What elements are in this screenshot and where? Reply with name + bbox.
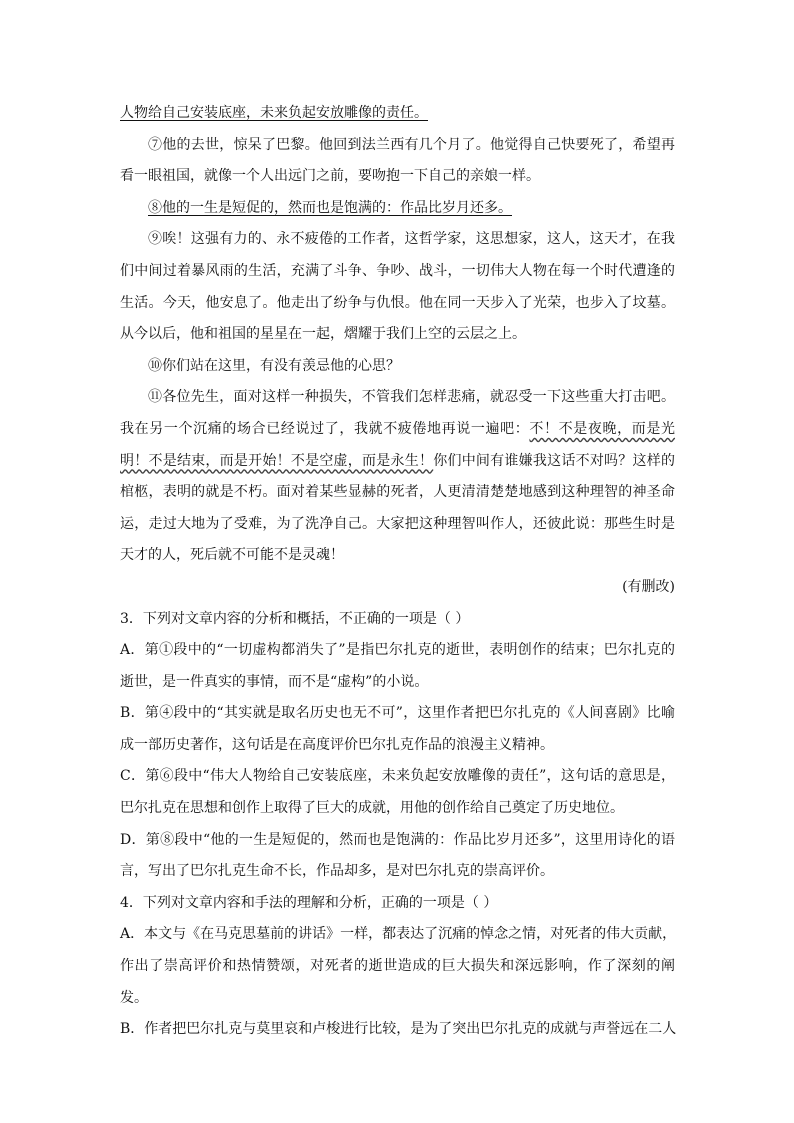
option-a: A．第①段中的“一切虚构都消失了”是指巴尔扎克的逝世，表明创作的结束；巴尔扎克的 (120, 642, 675, 659)
text-line: 运，走过大地为了受难，为了洗净自己。大家把这种理智叫作人，还彼此说：那些生时是 (120, 515, 675, 532)
text-line: 天才的人，死后就不可能不是灵魂！ (120, 547, 344, 564)
wavy-underlined-text: 明！不是结束，而是开始！不是空虚，而是永生！ (120, 452, 434, 469)
source-note: (有删改) (622, 578, 675, 595)
option-a-cont: 作出了崇高评价和热情赞颂，对死者的逝世造成的巨大损失和深远影响，作了深刻的阐 (120, 958, 675, 975)
paragraph-9 (120, 224, 675, 350)
text-line: 看一眼祖国，就像一个人出远门之前，要吻抱一下自己的亲娘一样。 (120, 168, 540, 185)
underlined-sentence: 人物给自己安装底座，未来负起安放雕像的责任。 (120, 105, 428, 121)
question-3 (120, 604, 675, 888)
text-line: 们中间过着暴风雨的生活，充满了斗争、争吵、战斗，一切伟大人物在每一个时代遭逢的 (120, 262, 675, 279)
paragraph-8 (120, 193, 675, 225)
option-a: A．本文与《在马克思墓前的讲话》一样，都表达了沉痛的悼念之情，对死者的伟大贡献， (120, 926, 677, 943)
text-line: ⑨唉！这强有力的、永不疲倦的工作者，这哲学家，这思想家，这人，这天才，在我 (148, 231, 675, 248)
text-line: ⑦他的去世，惊呆了巴黎。他回到法兰西有几个月了。他觉得自己快要死了，希望再 (148, 136, 675, 153)
text-line: 生活。今天，他安息了。他走出了纷争与仇恨。他在同一天步入了光荣，也步入了坟墓。 (120, 294, 675, 311)
option-a-cont: 逝世，是一件真实的事情，而不是“虚构”的小说。 (120, 673, 429, 690)
option-d-cont: 言，写出了巴尔扎克生命不长，作品却多，是对巴尔扎克的崇高评价。 (120, 863, 554, 880)
option-c: C．第⑥段中“伟大人物给自己安装底座，未来负起安放雕像的责任”，这句话的意思是， (120, 768, 675, 785)
text-line (120, 446, 675, 478)
paragraph-7 (120, 130, 675, 193)
option-c-cont: 巴尔扎克在思想和创作上取得了巨大的成就，用他的创作给自己奠定了历史地位。 (120, 800, 624, 817)
paragraph-6-tail (120, 98, 675, 130)
paragraph-11 (120, 382, 675, 572)
text-line: 从今以后，他和祖国的星星在一起，熠耀于我们上空的云层之上。 (120, 326, 526, 343)
paragraph-10: ⑩你们站在这里，有没有羡忌他的心思？ (148, 357, 400, 374)
option-a-cont: 发。 (120, 989, 148, 1006)
option-d: D．第⑧段中“他的一生是短促的，然而也是饱满的：作品比岁月还多”，这里用诗化的语 (120, 831, 675, 848)
question-4 (120, 888, 675, 1046)
option-b: B．作者把巴尔扎克与莫里哀和卢梭进行比较，是为了突出巴尔扎克的成就与声誉远在二人 (120, 1021, 677, 1038)
option-b-cont: 成一部历史著作，这句话是在高度评价巴尔扎克作品的浪漫主义精神。 (120, 736, 554, 753)
underlined-sentence: ⑧他的一生是短促的，然而也是饱满的：作品比岁月还多。 (148, 199, 512, 216)
question-stem: 4．下列对文章内容和手法的理解和分析，正确的一项是（ ） (120, 894, 498, 911)
text-segment: 你们中间有谁嫌我这话不对吗？这样的 (433, 452, 676, 469)
text-line (120, 414, 675, 446)
text-line: ⑪各位先生，面对这样一种损失，不管我们怎样悲痛，就忍受一下这些重大打击吧。 (148, 389, 675, 406)
text-segment: 我在另一个沉痛的场合已经说过了，我就不疲倦地再说一遍吧： (120, 420, 530, 437)
option-b: B．第④段中的“其实就是取名历史也无不可”，这里作者把巴尔扎克的《人间喜剧》比喻 (120, 705, 675, 722)
wavy-underlined-text: 不！不是夜晚，而是光 (529, 420, 676, 437)
text-line: 棺柩，表明的就是不朽。面对着某些显赫的死者，人更清清楚楚地感到这种理智的神圣命 (120, 484, 675, 501)
document-page (120, 98, 675, 1046)
question-stem: 3．下列对文章内容的分析和概括，不正确的一项是（ ） (120, 610, 470, 627)
